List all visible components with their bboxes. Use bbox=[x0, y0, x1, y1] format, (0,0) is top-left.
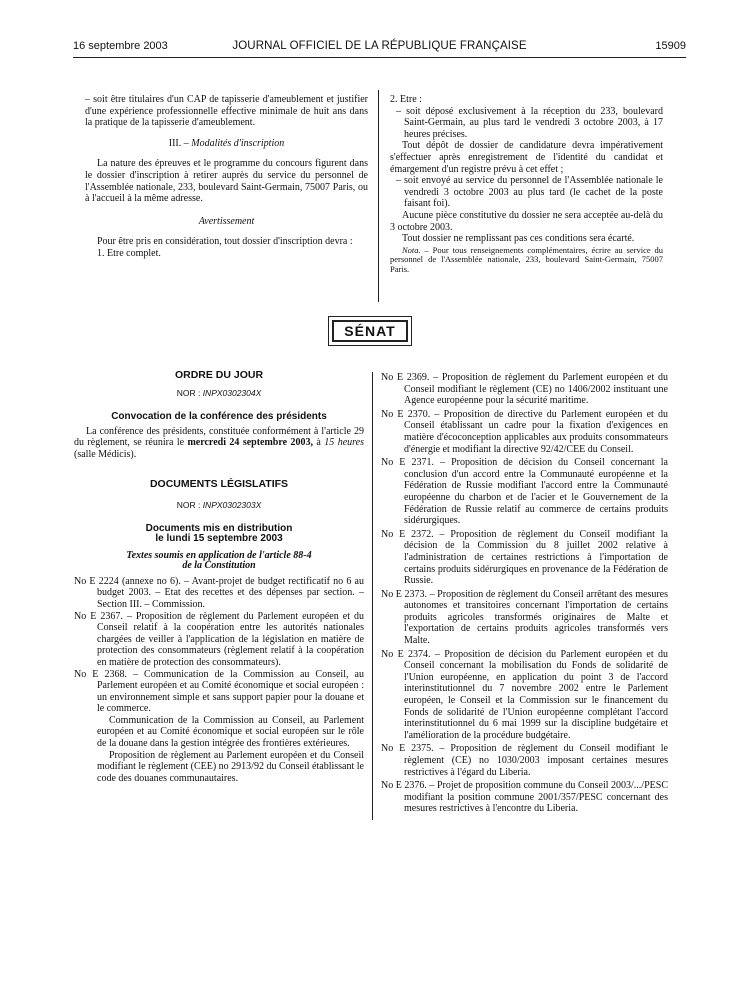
inscription-paragraph: La nature des épreuves et le programme du concours figurent dans le dossier d'inscription à retirer auprès du service du personnel de l'Assemblée nationale, 233, boulevard Saint-Germain, 75007 Paris, ou à l'accueil à la même adresse. bbox=[85, 158, 368, 205]
nota-text: – Pour tous renseignements complémentaires, écrire au service du personnel de l'Assemblée nationale, 233, boulevard Saint-Germain, 75007 Paris. bbox=[390, 244, 663, 274]
top-right-column bbox=[390, 94, 663, 274]
avertissement-heading: Avertissement bbox=[198, 215, 255, 227]
convocation-location: (salle Médicis). bbox=[74, 448, 137, 460]
section-3-number: III. – bbox=[168, 137, 192, 149]
document-e2368-proposition: Proposition de règlement au Parlement européen et du Conseil modifiant le règlement (CEE) no 2913/92 du Conseil établissant le code des douanes communautaires. bbox=[97, 749, 364, 784]
section-3-heading bbox=[85, 138, 368, 150]
nor-label: NOR : bbox=[176, 500, 203, 511]
convocation-paragraph bbox=[74, 426, 364, 461]
document-e2369: No E 2369. – Proposition de règlement du Parlement européen et du Conseil modifiant le règlement (CE) no 1406/2002 instituant une Agence européenne pour la sécurité maritime. bbox=[381, 372, 668, 407]
page-header bbox=[73, 40, 686, 56]
registration-paragraph: Tout dépôt de dossier de candidature devra impérativement s'effectuer après enregistrement de l'identité du candidat et émargement d'un registre prévu à cet effet ; bbox=[390, 140, 663, 175]
ordre-du-jour-title: ORDRE DU JOUR bbox=[174, 369, 264, 381]
senat-heading-box bbox=[328, 316, 412, 346]
page-number: 15909 bbox=[655, 40, 686, 52]
document-e2373: No E 2373. – Proposition de règlement du Conseil arrêtant des mesures autonomes et transitoires concernant l'importation de certains produits agricoles transformés originaires de Malte et l'exportation de certains produits agricoles transformés vers Malte. bbox=[381, 588, 668, 647]
requirement-item-1: 1. Etre complet. bbox=[97, 247, 161, 259]
distribution-title-line-2: le lundi 15 septembre 2003 bbox=[155, 533, 283, 545]
textes-soumis-line-1: Textes soumis en application de l'article 88-4 bbox=[126, 549, 312, 561]
section-3-title: Modalités d'inscription bbox=[191, 137, 285, 149]
nota-label: Nota. bbox=[402, 244, 421, 255]
document-e2376: No E 2376. – Projet de proposition commune du Conseil 2003/.../PESC modifiant la position commune 2001/357/PESC concernant des mesures restrictives à l'encontre du Liberia. bbox=[381, 780, 668, 815]
convocation-time: 15 heures bbox=[324, 437, 365, 449]
nor-code: INPX0302304X bbox=[202, 387, 262, 398]
bottom-right-column bbox=[381, 372, 668, 815]
deadline-paragraph: Aucune pièce constitutive du dossier ne sera acceptée au-delà du 3 octobre 2003. bbox=[390, 209, 663, 233]
nor-reference-1 bbox=[74, 388, 364, 400]
top-column-divider bbox=[378, 90, 379, 302]
top-left-column bbox=[85, 94, 368, 260]
convocation-date: mercredi 24 septembre 2003, bbox=[187, 437, 313, 449]
convocation-title: Convocation de la conférence des présidents bbox=[111, 411, 327, 423]
document-e2372: No E 2372. – Proposition de règlement du Conseil modifiant la décision de la Commission du 8 juillet 2002 relative à l'administration de certaines restrictions à l'importation de certains produits sidérurgiques en provenance de la Fédération de Russie. bbox=[381, 528, 668, 587]
deposit-bullet: – soit déposé exclusivement à la réception du 233, boulevard Saint-Germain, au plus tard le vendredi 3 octobre 2003, à 17 heures précises. bbox=[396, 105, 663, 140]
document-e2367: No E 2367. – Proposition de règlement du Parlement européen et du Conseil relatif à la coopération entre les autorités nationales chargées de veiller à l'application de la législation en matière de protection des consommateurs (règlement relatif à la coopération en matière de protection des consommateurs). bbox=[74, 610, 364, 668]
document-e2370: No E 2370. – Proposition de directive du Parlement européen et du Conseil établissant un cadre pour la fixation d'exigences en matière d'écoconception applicables aux produits consommateurs d'énergie et modifiant la directive 92/42/CEE du Conseil. bbox=[381, 408, 668, 455]
dossier-requirement-intro: Pour être pris en considération, tout dossier d'inscription devra : bbox=[97, 236, 353, 248]
senat-heading: SÉNAT bbox=[332, 320, 408, 342]
nor-label: NOR : bbox=[176, 387, 203, 398]
distribution-title-line-1: Documents mis en distribution bbox=[145, 522, 293, 534]
nor-reference-2 bbox=[74, 500, 364, 512]
document-e2374: No E 2374. – Proposition de décision du Parlement européen et du Conseil concernant la mobilisation du Fonds de solidarité de l'Union européenne, en application du point 3 de l'accord interinstitutionnel du 7 novembre 2002 entre le Parlement européen, le Conseil et la Commission sur le financement du Fonds de solidarité de l'Union européenne complétant l'accord interinstitutionnel du 6 mai 1999 sur la discipline budgétaire et l'amélioration de la procédure budgétaire. bbox=[381, 648, 668, 741]
textes-soumis-line-2: de la Constitution bbox=[182, 560, 256, 572]
cap-requirement-bullet: – soit être titulaires d'un CAP de tapisserie d'ameublement et justifier d'une expérience professionnelle effective minimale de huit ans dans la pratique de la tapisserie d'ameublement. bbox=[85, 94, 368, 129]
convocation-text-connector: à bbox=[313, 437, 325, 449]
header-date: 16 septembre 2003 bbox=[73, 40, 168, 52]
journal-title: JOURNAL OFFICIEL DE LA RÉPUBLIQUE FRANÇAISE bbox=[232, 40, 527, 52]
nor-code: INPX0302303X bbox=[202, 500, 262, 511]
nota-note bbox=[390, 246, 663, 275]
document-e2368: No E 2368. – Communication de la Commission au Conseil, au Parlement européen et au Comité économique et social européen : un environnement simple et sans support papier pour la douane et le commerce. bbox=[74, 668, 364, 715]
document-e2224: No E 2224 (annexe no 6). – Avant-projet de budget rectificatif no 6 au budget 2003. – Etat des recettes et des dépenses par section. – Section III. – Commission. bbox=[74, 575, 364, 610]
mail-bullet: – soit envoyé au service du personnel de l'Assemblée nationale le vendredi 3 octobre 2003 au plus tard (le cachet de la poste faisant foi). bbox=[396, 175, 663, 210]
document-e2368-communication: Communication de la Commission au Conseil, au Parlement européen et au Comité économique et social européen sur le rôle de la douane dans la gestion intégrée des frontières extérieures. bbox=[97, 714, 364, 750]
documents-legislatifs-title: DOCUMENTS LÉGISLATIFS bbox=[149, 477, 289, 490]
bottom-column-divider bbox=[372, 372, 373, 820]
convocation-text: La conférence des présidents, constituée conformément à l'article 29 du règlement, se réunira le bbox=[74, 425, 364, 449]
requirement-item-2: 2. Etre : bbox=[390, 94, 422, 105]
rejection-paragraph: Tout dossier ne remplissant pas ces conditions sera écarté. bbox=[402, 233, 635, 245]
document-e2375: No E 2375. – Proposition de règlement du Conseil modifiant le règlement (CE) no 1030/2003 imposant certaines mesures restrictives à l'égard du Liberia. bbox=[381, 743, 668, 778]
document-e2371: No E 2371. – Proposition de décision du Conseil concernant la conclusion d'un accord entre la Communauté européenne et la Fédération de Russie modifiant l'accord entre la Communauté européenne du charbon et de l'acier et le Gouvernement de la Fédération de Russie relatif au commerce de certains produits sidérurgiques. bbox=[381, 457, 668, 527]
header-rule bbox=[73, 57, 686, 58]
bottom-left-column bbox=[74, 370, 364, 784]
